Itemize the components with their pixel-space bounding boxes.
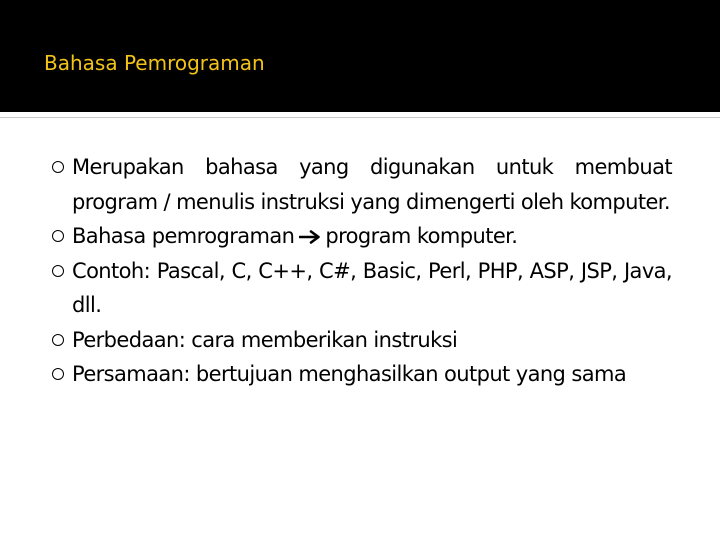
- bullet-item: [50, 219, 672, 254]
- circle-bullet-icon: [52, 368, 64, 380]
- bullet-text: Perbedaan: cara memberikan instruksi: [72, 327, 458, 352]
- bullet-item: [50, 150, 672, 219]
- bullet-list: [50, 150, 672, 392]
- circle-bullet-icon: [52, 265, 64, 277]
- bullet-text-after-arrow: program komputer.: [325, 224, 518, 248]
- arrow-right-icon: [299, 230, 321, 244]
- circle-bullet-icon: [52, 230, 64, 242]
- bullet-item: [50, 254, 672, 323]
- title-divider: [0, 117, 720, 118]
- circle-bullet-icon: [52, 161, 64, 173]
- bullet-item: [50, 357, 672, 392]
- bullet-item: [50, 323, 672, 358]
- bullet-text: Contoh: Pascal, C, C++, C#, Basic, Perl, PHP, ASP, JSP, Java, dll.: [72, 258, 672, 317]
- bullet-text: Persamaan: bertujuan menghasilkan output yang sama: [72, 362, 627, 386]
- title-bar: [0, 0, 720, 112]
- bullet-text-before-arrow: Bahasa pemrograman: [72, 224, 295, 248]
- circle-bullet-icon: [52, 334, 64, 346]
- slide-title: Bahasa Pemrograman: [44, 51, 265, 75]
- bullet-text: Merupakan bahasa yang digunakan untuk membuat program / menulis instruksi yang dimengerti oleh komputer.: [72, 155, 672, 214]
